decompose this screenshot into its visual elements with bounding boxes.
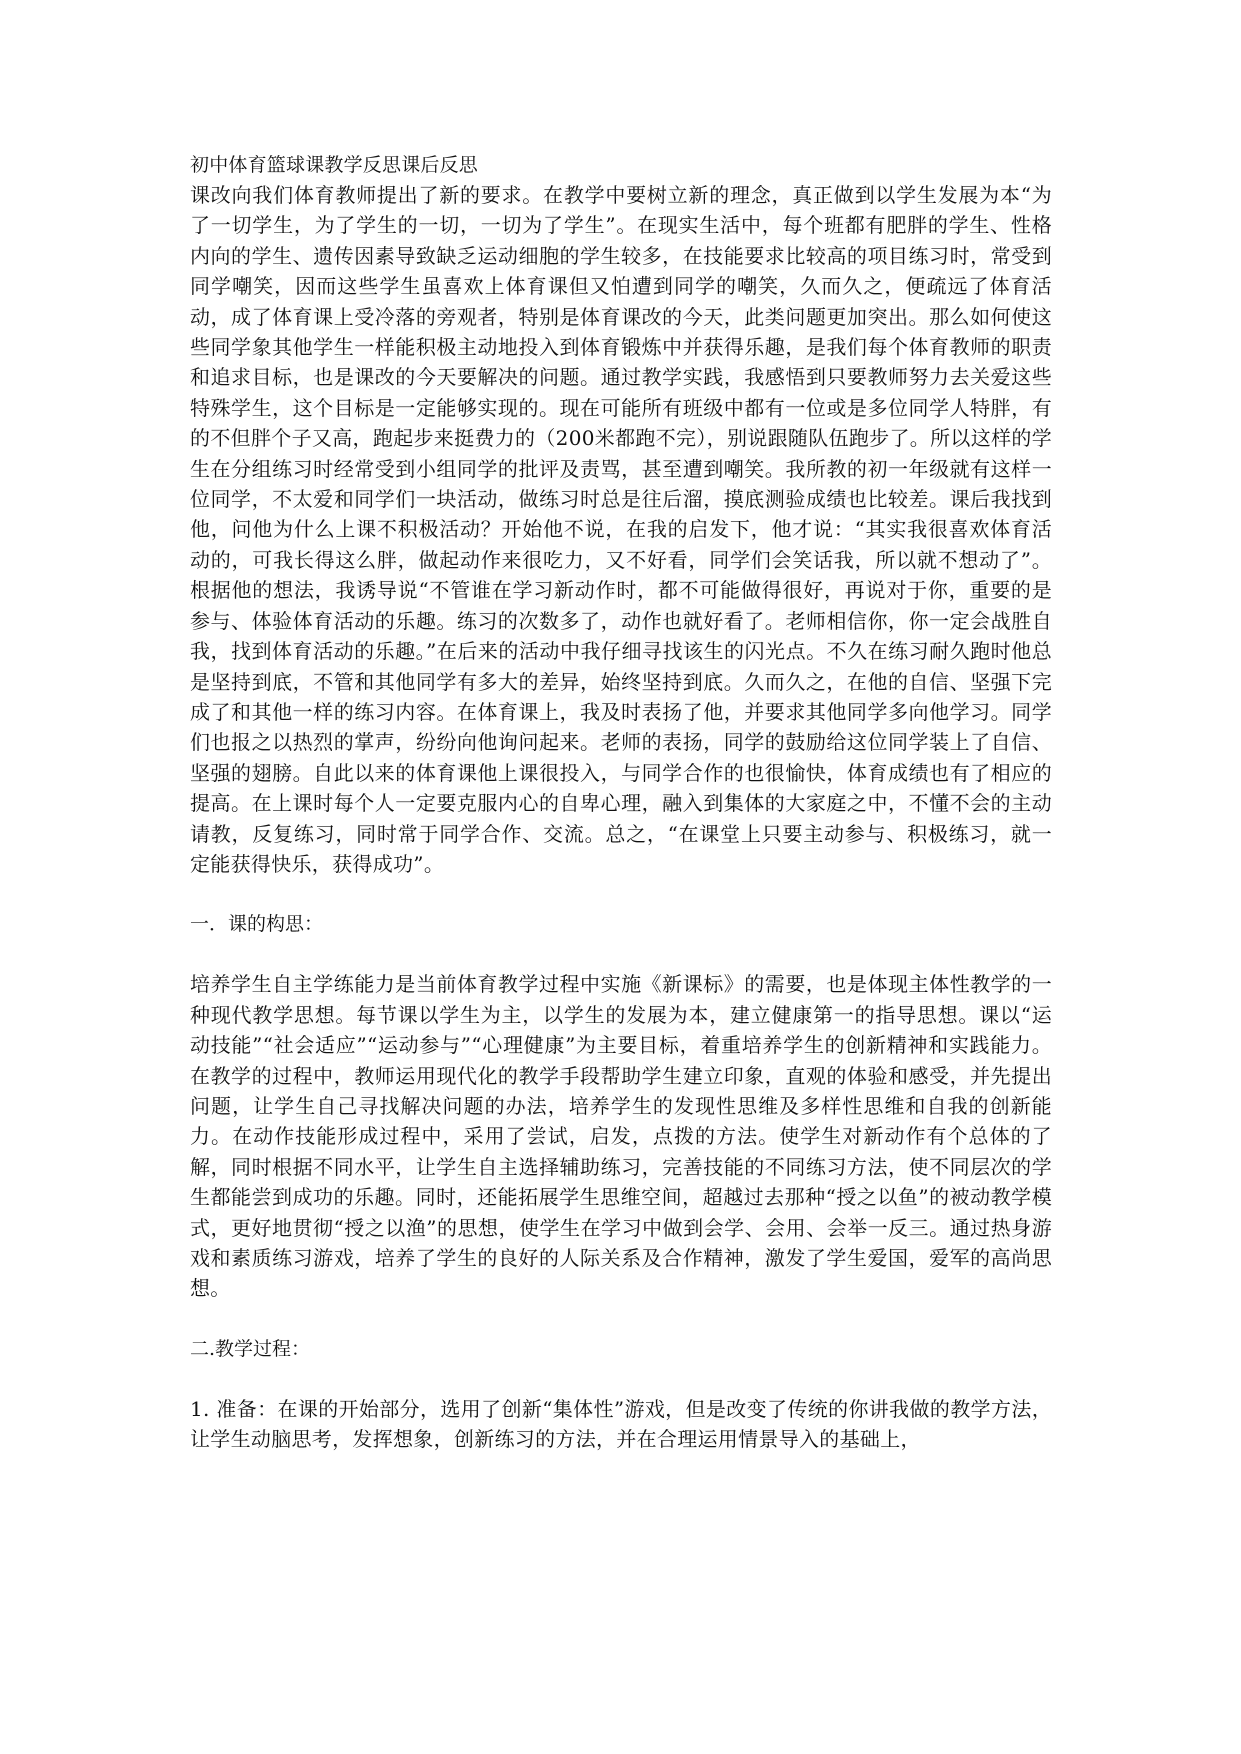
section-heading-course-concept: 一．课的构思： — [190, 913, 324, 936]
intro-paragraph: 课改向我们体育教师提出了新的要求。在教学中要树立新的理念，真正做到以学生发展为本“为了一切学生，为了学生的一切，一切为了学生”。在现实生活中，每个班都有肥胖的学生、性格内向的学生、遗传因素导致缺乏运动细胞的学生较多，在技能要求比较高的项目练习时，常受到同学嘲笑，因而这些学生虽喜欢上体育课但又怕遭到同学的嘲笑，久而久之，便疏远了体育活动，成了体育课上受冷落的旁观者，特别是体育课改的今天，此类问题更加突出。那么如何使这些同学象其他学生一样能积极主动地投入到体育锻炼中并获得乐趣，是我们每个体育教师的职责和追求目标，也是课改的今天要解决的问题。通过教学实践，我感悟到只要教师努力去关爱这些特殊学生，这个目标是一定能够实现的。现在可能所有班级中都有一位或是多位同学人特胖，有的不但胖个子又高，跑起步来挺费力的（200米都跑不完），别说跟随队伍跑步了。所以这样的学生在分组练习时经常受到小组同学的批评及责骂，甚至遭到嘲笑。我所教的初一年级就有这样一位同学，不太爱和同学们一块活动，做练习时总是往后溜，摸底测验成绩也比较差。课后我找到他，问他为什么上课不积极活动？开始他不说，在我的启发下，他才说：“其实我很喜欢体育活动的，可我长得这么胖，做起动作来很吃力，又不好看，同学们会笑话我，所以就不想动了”。根据他的想法，我诱导说“不管谁在学习新动作时，都不可能做得很好，再说对于你，重要的是参与、体验体育活动的乐趣。练习的次数多了，动作也就好看了。老师相信你，你一定会战胜自我，找到体育活动的乐趣。”在后来的活动中我仔细寻找该生的闪光点。不久在练习耐久跑时他总是坚持到底，不管和其他同学有多大的差异，始终坚持到底。久而久之，在他的自信、坚强下完成了和其他一样的练习内容。在体育课上，我及时表扬了他，并要求其他同学多向他学习。同学们也报之以热烈的掌声，纷纷向他询问起来。老师的表扬，同学的鼓励给这位同学装上了自信、坚强的翅膀。自此以来的体育课他上课很投入，与同学合作的也很愉快，体育成绩也有了相应的提高。在上课时每个人一定要克服内心的自卑心理，融入到集体的大家庭之中，不懂不会的主动请教，反复练习，同时常于同学合作、交流。总之，“在课堂上只要主动参与、积极练习，就一定能获得快乐，获得成功”。 — [190, 183, 1052, 876]
section-heading-teaching-process: 二.教学过程： — [190, 1337, 311, 1360]
document-page — [190, 150, 1052, 1455]
course-concept-paragraph: 培养学生自主学练能力是当前体育教学过程中实施《新课标》的需要，也是体现主体性教学的一种现代教学思想。每节课以学生为主，以学生的发展为本，建立健康第一的指导思想。课以“运动技能”“社会适应”“运动参与”“心理健康”为主要目标，着重培养学生的创新精神和实践能力。在教学的过程中，教师运用现代化的教学手段帮助学生建立印象，直观的体验和感受，并先提出问题，让学生自己寻找解决问题的办法，培养学生的发现性思维及多样性思维和自我的创新能力。在动作技能形成过程中，采用了尝试，启发，点拨的方法。使学生对新动作有个总体的了解，同时根据不同水平，让学生自主选择辅助练习，完善技能的不同练习方法，使不同层次的学生都能尝到成功的乐趣。同时，还能拓展学生思维空间，超越过去那种“授之以鱼”的被动教学模式，更好地贯彻“授之以渔”的思想，使学生在学习中做到会学、会用、会举一反三。通过热身游戏和素质练习游戏，培养了学生的良好的人际关系及合作精神，激发了学生爱国，爱军的高尚思想。 — [190, 972, 1052, 1301]
teaching-process-item-1: 1. 准备：在课的开始部分，选用了创新“集体性”游戏，但是改变了传统的你讲我做的教学方法，让学生动脑思考，发挥想象，创新练习的方法，并在合理运用情景导入的基础上， — [190, 1396, 1052, 1452]
document-title: 初中体育篮球课教学反思课后反思 — [190, 154, 479, 176]
